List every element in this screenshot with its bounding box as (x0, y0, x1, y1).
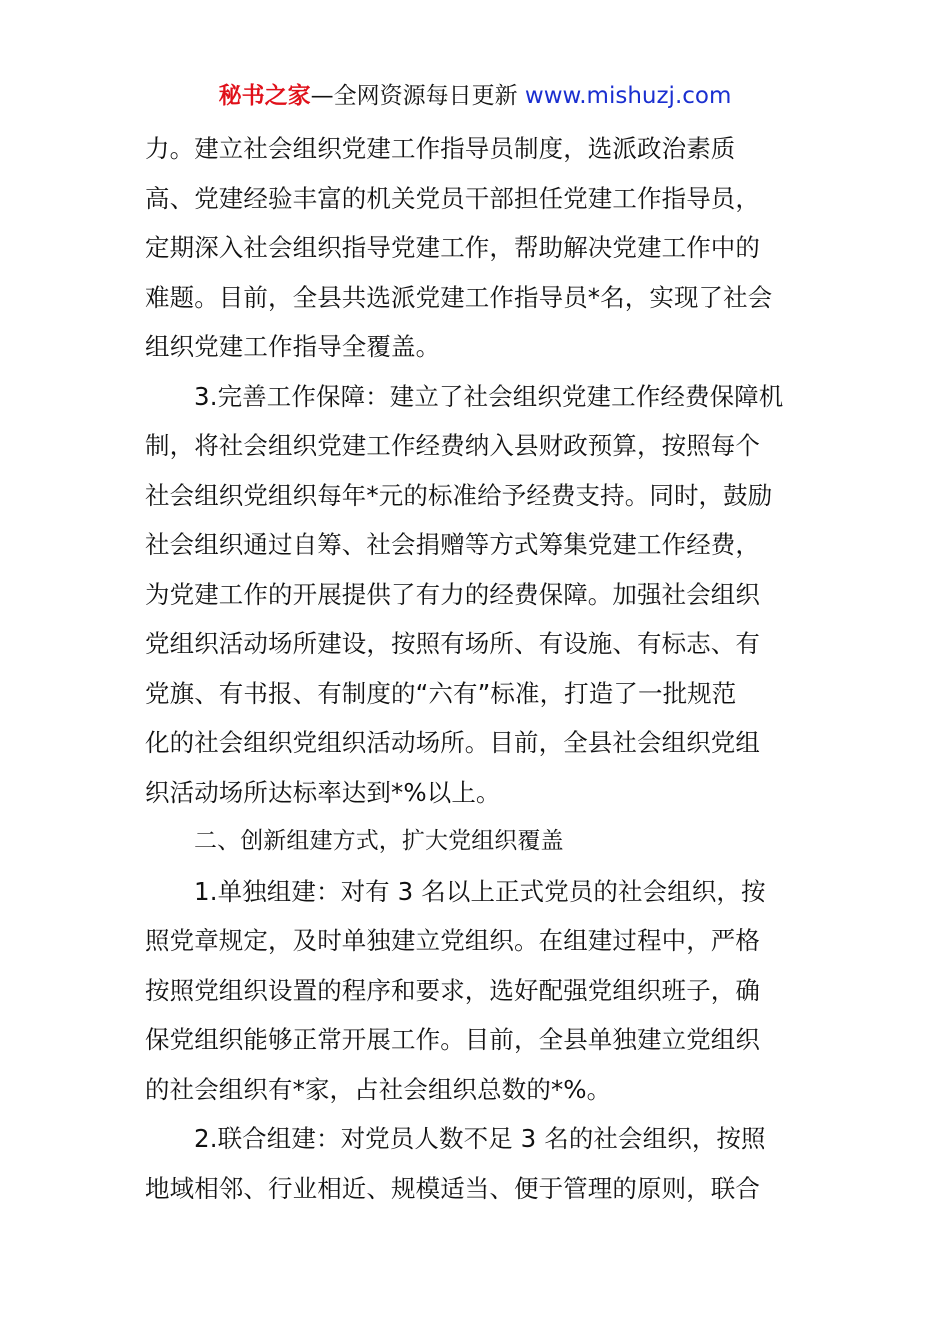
paragraph-line: 地域相邻、行业相近、规模适当、便于管理的原则，联合 (145, 1173, 760, 1203)
paragraph-line: 社会组织通过自筹、社会捐赠等方式筹集党建工作经费， (145, 530, 760, 559)
paragraph-line: 为党建工作的开展提供了有力的经费保障。加强社会组织 (145, 579, 760, 609)
paragraph-line: 按照党组织设置的程序和要求，选好配强党组织班子，确 (145, 975, 760, 1005)
paragraph-line: 力。建立社会组织党建工作指导员制度，选派政治素质 (145, 134, 736, 163)
paragraph-line: 高、党建经验丰富的机关党员干部担任党建工作指导员， (145, 183, 760, 213)
paragraph-line: 3.完善工作保障：建立了社会组织党建工作经费保障机 (194, 381, 784, 411)
document-body (145, 124, 825, 1213)
paragraph-line: 组织党建工作指导全覆盖。 (145, 332, 441, 361)
paragraph-line: 定期深入社会组织指导党建工作，帮助解决党建工作中的 (145, 233, 760, 262)
paragraph-line: 保党组织能够正常开展工作。目前，全县单独建立党组织 (145, 1025, 760, 1054)
site-header (0, 80, 950, 112)
paragraph-line: 的社会组织有*家，占社会组织总数的*%。 (145, 1074, 612, 1104)
paragraph-line: 党组织活动场所建设，按照有场所、有设施、有标志、有 (145, 629, 760, 658)
section-heading: 二、创新组建方式，扩大党组织覆盖 (194, 828, 564, 854)
paragraph-line: 社会组织党组织每年*元的标准给予经费支持。同时，鼓励 (145, 480, 773, 510)
paragraph-line: 照党章规定，及时单独建立党组织。在组建过程中，严格 (145, 926, 760, 955)
paragraph-line: 2.联合组建：对党员人数不足 3 名的社会组织，按照 (194, 1124, 766, 1153)
site-tagline: —全网资源每日更新 (310, 83, 525, 109)
site-brand: 秘书之家 (218, 83, 311, 109)
paragraph-line: 织活动场所达标率达到*%以上。 (145, 777, 501, 807)
site-url-link[interactable]: www.mishuzj.com (524, 83, 732, 109)
paragraph-line: 化的社会组织党组织活动场所。目前，全县社会组织党组 (145, 728, 760, 757)
paragraph-line: 难题。目前，全县共选派党建工作指导员*名，实现了社会 (145, 282, 773, 312)
paragraph-line: 制，将社会组织党建工作经费纳入县财政预算，按照每个 (145, 431, 760, 460)
paragraph-line: 1.单独组建：对有 3 名以上正式党员的社会组织，按 (194, 876, 766, 906)
paragraph-line: 党旗、有书报、有制度的“六有”标准，打造了一批规范 (145, 678, 737, 708)
